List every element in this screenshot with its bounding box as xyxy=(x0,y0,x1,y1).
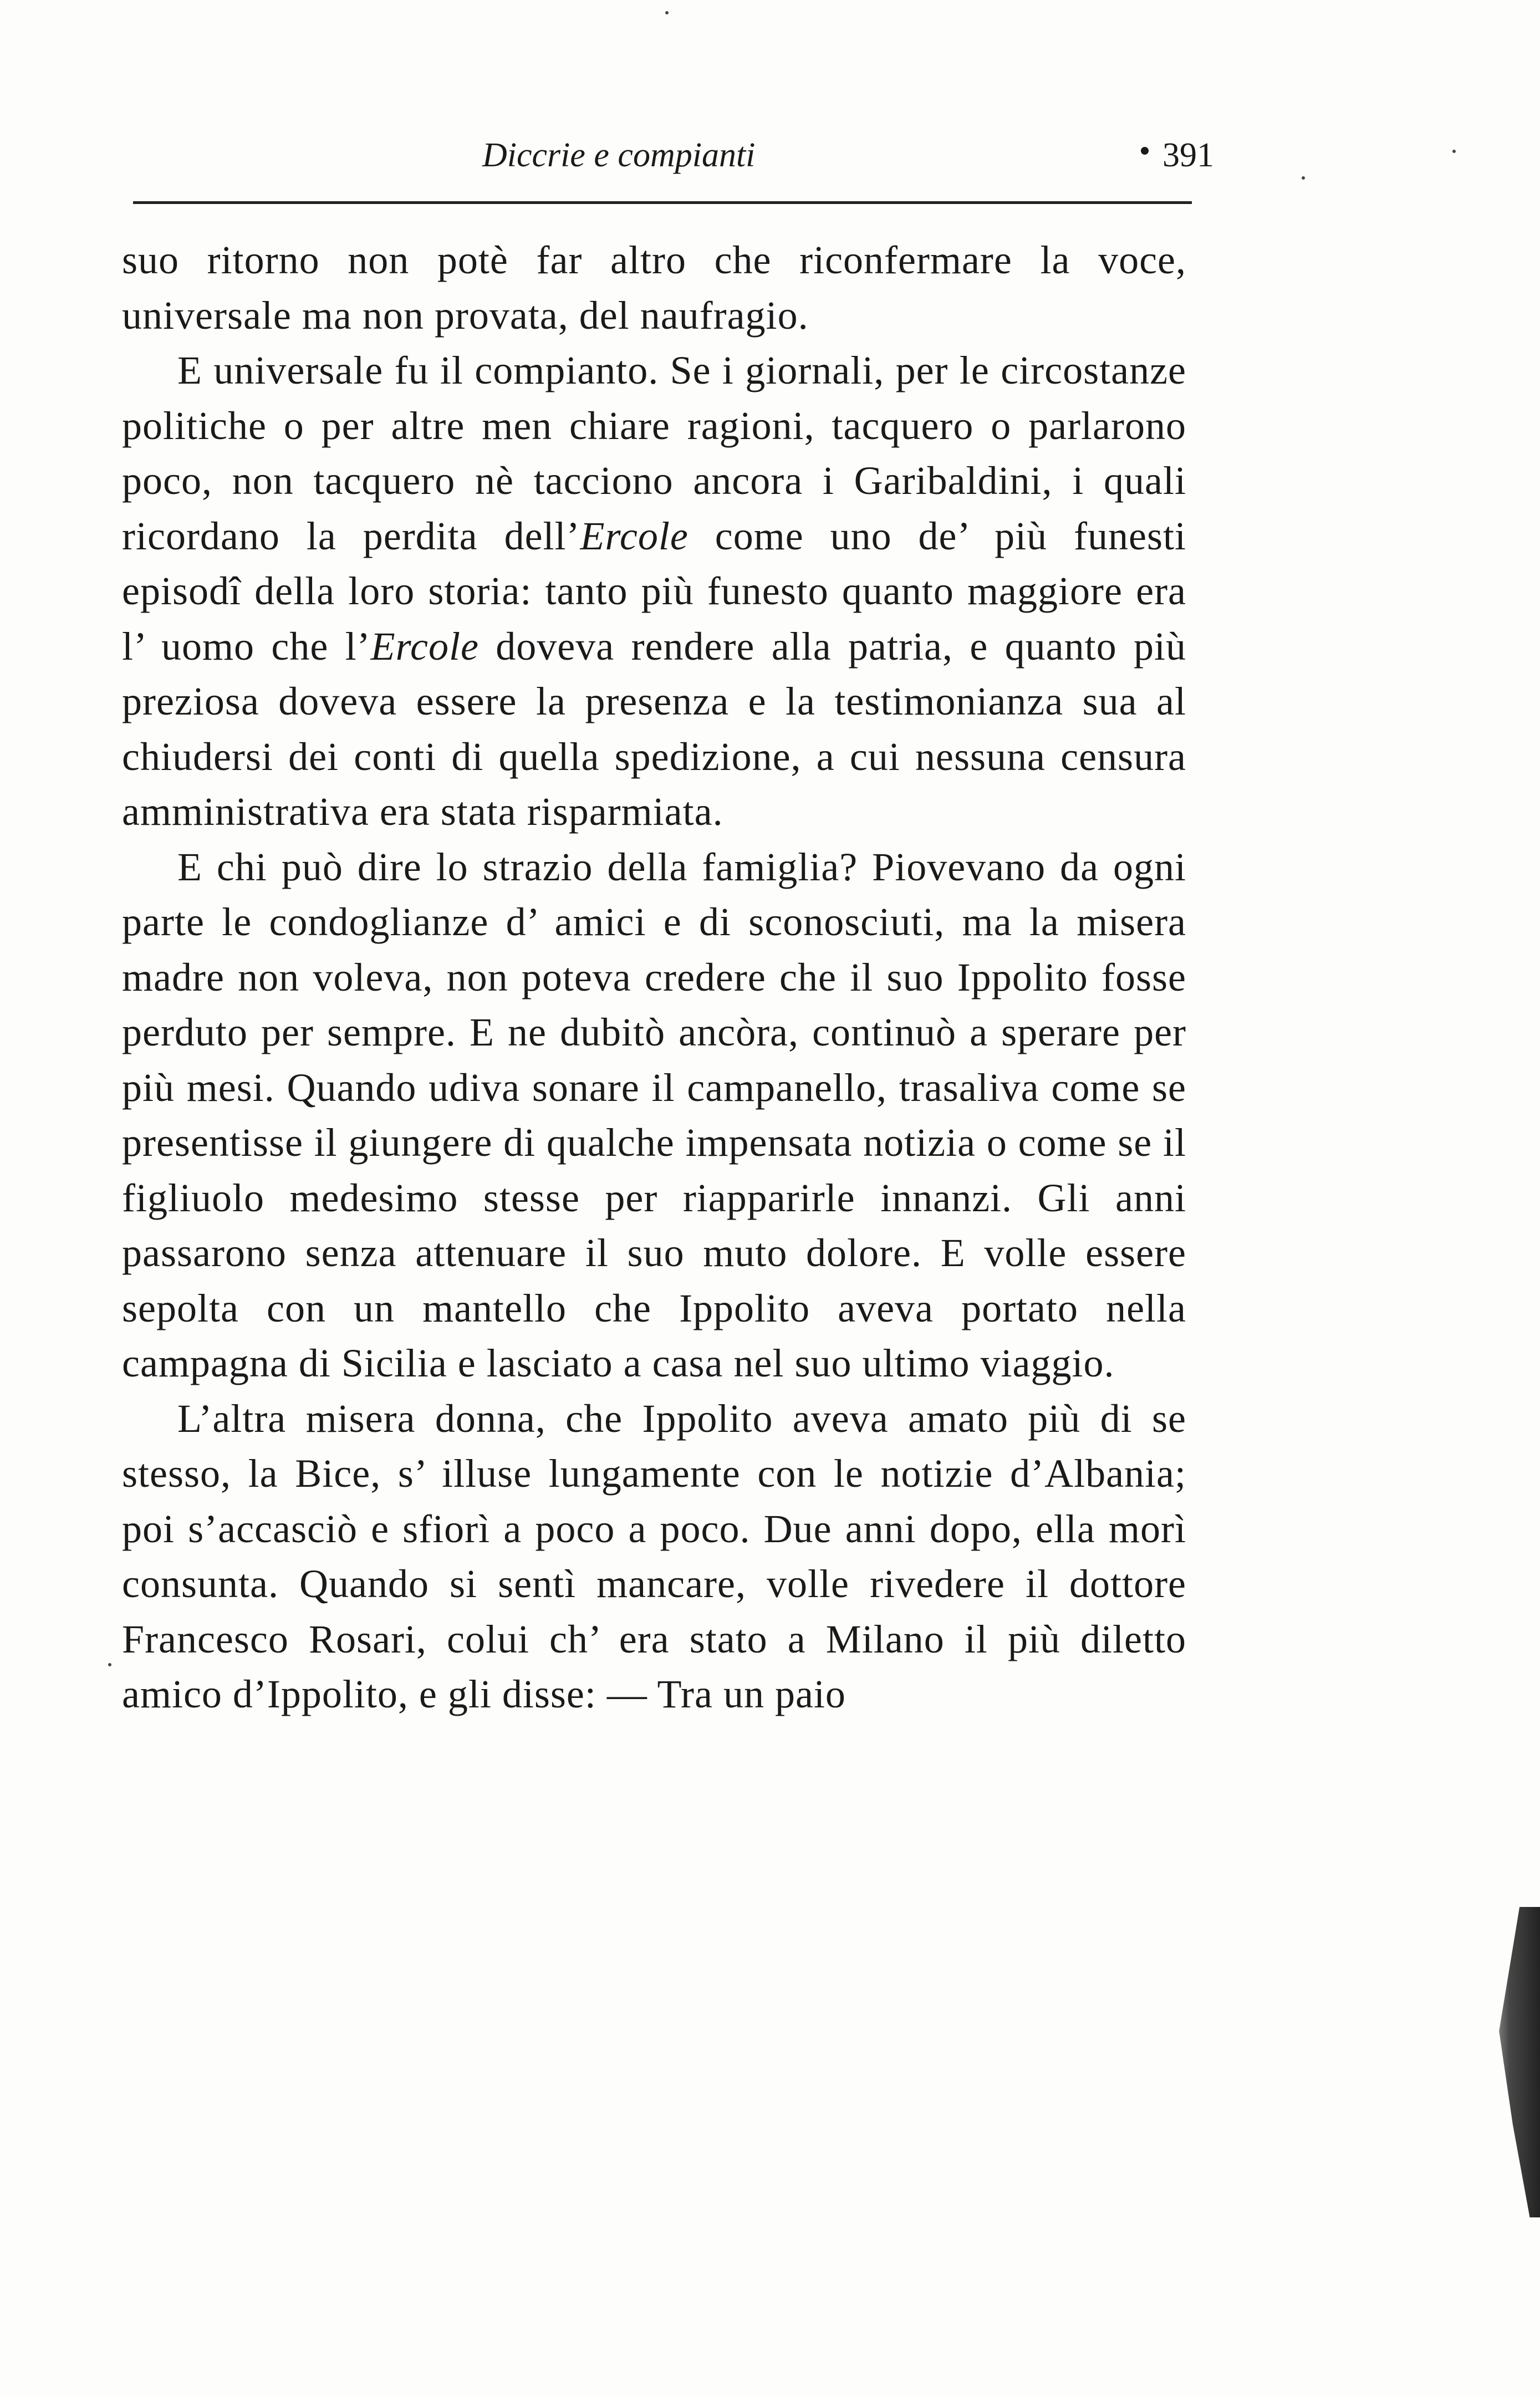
text-segment: suo ritorno non potè far altro che riconfermare la voce, universale ma non provata, del naufragio. xyxy=(122,238,1186,338)
ship-name: Ercole xyxy=(580,513,689,558)
page-number: 391 xyxy=(1162,136,1214,174)
paragraph-3 xyxy=(122,840,1186,1391)
running-header xyxy=(119,130,1214,191)
margin-speck xyxy=(108,1663,111,1666)
body-text xyxy=(122,233,1186,1722)
text-segment: doveva rendere alla patria, e quanto più preziosa doveva essere la presenza e la testimonianza sua al chiudersi dei conti di quella spedizione, a cui nessuna censura amministrativa era stata risparmiata. xyxy=(122,624,1186,834)
page-edge-shadow xyxy=(1472,1907,1540,2217)
margin-speck xyxy=(1452,150,1456,153)
margin-speck xyxy=(665,11,669,14)
text-segment: E universale fu il compianto. Se i giornali, per le circostanze politiche o per altre men chiare ragioni, tacquero o parlarono poco, non tacquero nè tacciono ancora i Garibaldini, i quali ricordano la perdita dell’ xyxy=(122,348,1186,558)
paragraph-4 xyxy=(122,1391,1186,1722)
paragraph-1 xyxy=(122,233,1186,343)
text-segment: L’altra misera donna, che Ippolito aveva amato più di se stesso, la Bice, s’ illuse lungamente con le notizie d’Albania; poi s’accasciò e sfiorì a poco a poco. Due anni dopo, ella morì consunta. Quando si sentì mancare, volle rivedere il dottore Francesco Rosari, colui ch’ era stato a Milano il più diletto amico d’Ippolito, e gli disse: — Tra un paio xyxy=(122,1396,1186,1716)
paragraph-2 xyxy=(122,343,1186,840)
text-segment: E chi può dire lo strazio della famiglia? Piovevano da ogni parte le condoglianze d’ amici e di sconosciuti, ma la misera madre non voleva, non poteva credere che il suo Ippolito fosse perduto per sempre. E ne dubitò ancòra, continuò a sperare per più mesi. Quando udiva sonare il campanello, trasaliva come se presentisse il giungere di qualche impensata notizia o come se il figliuolo medesimo stesse per riapparirle innanzi. Gli anni passarono senza attenuare il suo muto dolore. E volle essere sepolta con un mantello che Ippolito aveva portato nella campagna di Sicilia e lasciato a casa nel suo ultimo viaggio. xyxy=(122,844,1186,1385)
ink-dot xyxy=(1141,147,1149,155)
text-segment: come uno de’ più funesti episodî della loro storia: tanto più funesto quanto maggiore era l’ uomo che l’ xyxy=(122,513,1186,669)
header-rule xyxy=(133,201,1192,204)
ship-name: Ercole xyxy=(370,624,479,669)
margin-speck xyxy=(1302,176,1305,180)
running-title: Diccrie e compianti xyxy=(482,136,756,174)
